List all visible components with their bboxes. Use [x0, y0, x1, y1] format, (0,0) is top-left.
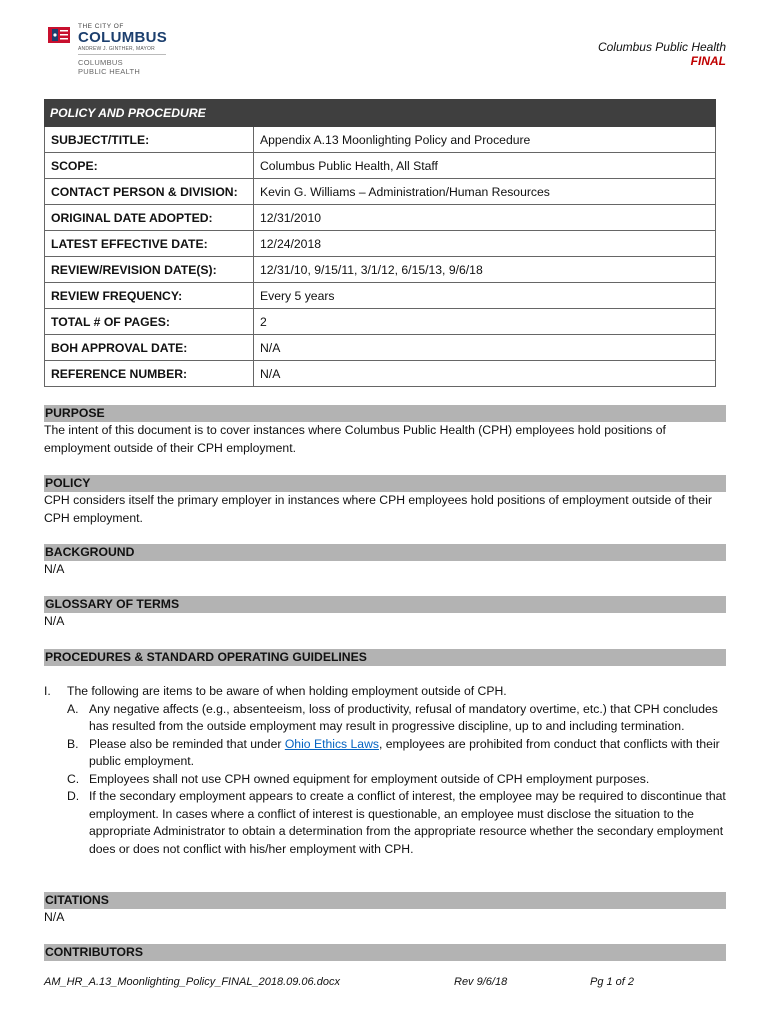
glossary-section: [44, 596, 726, 631]
table-row: [45, 179, 716, 205]
policy-section: [44, 475, 726, 527]
row-label: CONTACT PERSON & DIVISION:: [45, 179, 254, 205]
row-label: SUBJECT/TITLE:: [45, 127, 254, 153]
header-org: Columbus Public Health: [597, 40, 726, 54]
item-text: Employees shall not use CPH owned equipment for employment outside of CPH employment purposes.: [89, 771, 650, 786]
purpose-heading: PURPOSE: [44, 405, 726, 422]
table-row: [45, 257, 716, 283]
table-row: [45, 205, 716, 231]
item-letter: A.: [67, 701, 79, 716]
row-label: BOH APPROVAL DATE:: [45, 335, 254, 361]
table-row: [45, 309, 716, 335]
purpose-section: [44, 405, 726, 457]
policy-table: [44, 99, 716, 387]
contributors-heading: CONTRIBUTORS: [44, 944, 726, 961]
row-value: Appendix A.13 Moonlighting Policy and Procedure: [254, 127, 716, 153]
header-status: FINAL: [690, 54, 726, 68]
logo-line-1: THE CITY OF: [78, 23, 124, 30]
logo-line-3: ANDREW J. GINTHER, MAYOR: [78, 46, 155, 52]
glossary-heading: GLOSSARY OF TERMS: [44, 596, 726, 613]
background-heading: BACKGROUND: [44, 544, 726, 561]
row-label: TOTAL # OF PAGES:: [45, 309, 254, 335]
row-label: ORIGINAL DATE ADOPTED:: [45, 205, 254, 231]
logo-divider: [78, 54, 166, 55]
row-value: 12/31/10, 9/15/11, 3/1/12, 6/15/13, 9/6/18: [254, 257, 716, 283]
table-row: [45, 231, 716, 257]
row-value: Kevin G. Williams – Administration/Human Resources: [254, 179, 716, 205]
item-letter: D.: [67, 789, 80, 803]
item-text: If the secondary employment appears to create a conflict of interest, the employee may be required to discontinue that employment. In cases where a conflict of interest is questionable, an employee must disclose the situation to the appropriate Administrator to obtain a determination from the appropriate resource whether the secondary employment does or does not conflict with his/her employment with CPH.: [89, 789, 726, 856]
list-item: [44, 736, 726, 771]
background-section: [44, 544, 726, 579]
policy-table-title-row: [45, 100, 716, 127]
footer-filename: AM_HR_A.13_Moonlighting_Policy_FINAL_2018.09.06.docx: [44, 976, 340, 988]
table-row: [45, 153, 716, 179]
item-text: The following are items to be aware of when holding employment outside of CPH.: [67, 684, 507, 698]
footer-page: Pg 1 of 2: [590, 976, 635, 988]
policy-heading: POLICY: [44, 475, 726, 492]
glossary-text: N/A: [44, 614, 65, 628]
policy-table-title: POLICY AND PROCEDURE: [45, 100, 716, 127]
item-number: I.: [44, 684, 51, 698]
city-flag-icon: [48, 24, 70, 46]
item-letter: C.: [67, 771, 80, 786]
row-label: REVIEW FREQUENCY:: [45, 283, 254, 309]
list-item: [44, 683, 726, 701]
row-label: SCOPE:: [45, 153, 254, 179]
citations-section: [44, 892, 726, 927]
table-row: [45, 335, 716, 361]
logo-line-4: COLUMBUS: [78, 58, 123, 67]
item-text: Any negative affects (e.g., absenteeism, loss of productivity, refusal of mandatory overtime, etc.) that CPH concludes has resulted from the outside employment may result in progressive discipline, up to and including termination.: [89, 701, 718, 733]
row-value: Every 5 years: [254, 283, 716, 309]
row-value: N/A: [254, 335, 716, 361]
row-label: REFERENCE NUMBER:: [45, 361, 254, 387]
list-item: [44, 788, 726, 858]
row-label: LATEST EFFECTIVE DATE:: [45, 231, 254, 257]
row-value: 2: [254, 309, 716, 335]
background-text: N/A: [44, 562, 65, 576]
footer-rev: Rev 9/6/18: [454, 976, 508, 988]
item-text-post: , employees are prohibited from conduct that conflicts with their public employment.: [89, 736, 720, 768]
list-item: [44, 771, 726, 789]
logo-line-5: PUBLIC HEALTH: [78, 67, 141, 76]
row-value: 12/24/2018: [254, 231, 716, 257]
row-label: REVIEW/REVISION DATE(S):: [45, 257, 254, 283]
row-value: 12/31/2010: [254, 205, 716, 231]
row-value: Columbus Public Health, All Staff: [254, 153, 716, 179]
table-row: [45, 127, 716, 153]
citations-heading: CITATIONS: [44, 892, 726, 909]
columbus-logo: [44, 20, 174, 80]
procedures-section: [44, 649, 726, 858]
table-row: [45, 361, 716, 387]
item-text-pre: Please also be reminded that under: [89, 736, 285, 751]
policy-text: CPH considers itself the primary employer in instances where CPH employees hold positions of employment outside of their CPH employment.: [44, 493, 712, 525]
item-letter: B.: [67, 736, 79, 751]
list-item: [44, 701, 726, 736]
row-value: N/A: [254, 361, 716, 387]
procedures-heading: PROCEDURES & STANDARD OPERATING GUIDELINES: [44, 649, 726, 666]
contributors-section: [44, 944, 726, 961]
header-right: [598, 40, 726, 68]
table-row: [45, 283, 716, 309]
citations-text: N/A: [44, 910, 65, 924]
purpose-text: The intent of this document is to cover instances where Columbus Public Health (CPH) employees hold positions of employment outside of their CPH employment.: [44, 423, 666, 455]
logo-cph: [78, 58, 140, 76]
ohio-ethics-laws-link[interactable]: Ohio Ethics Laws: [284, 736, 379, 751]
logo-line-2: COLUMBUS: [78, 29, 168, 46]
